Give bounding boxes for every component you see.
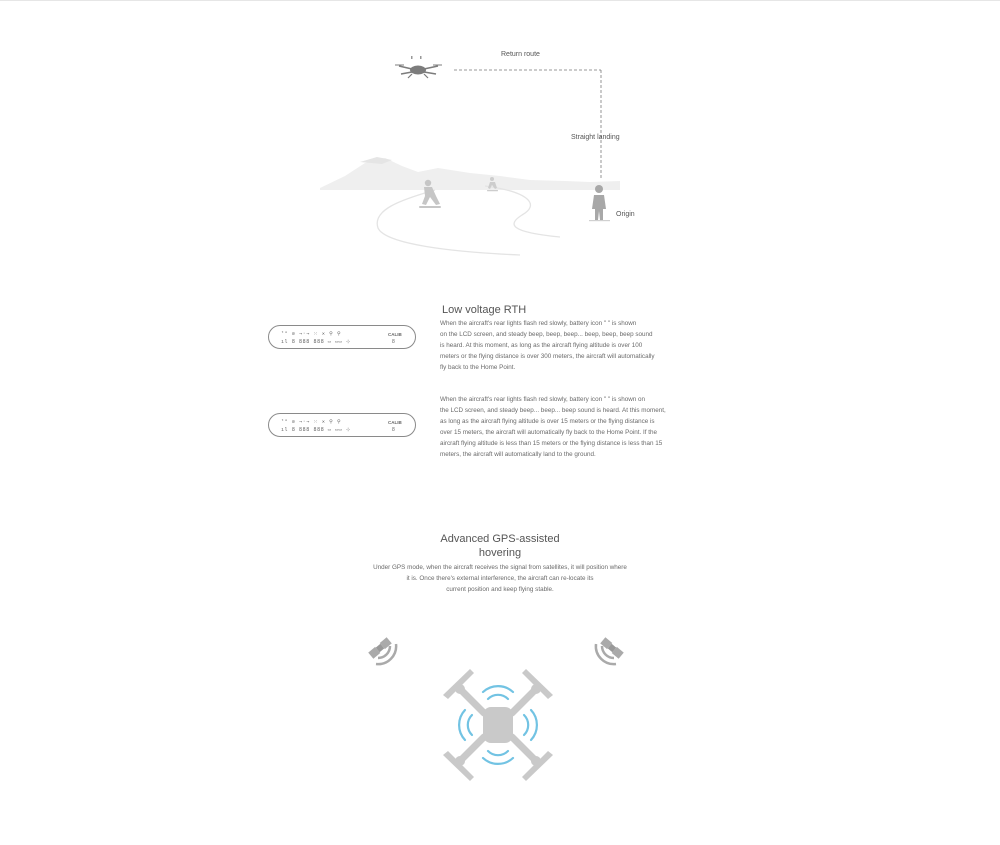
para1-line: fly back to the Home Point. [440, 364, 516, 371]
lcd-icons-top: ᵗᴬ ⊘ →·→ ⁙ ✕ ⚲ ⚲ [281, 419, 342, 425]
para2-line: aircraft flying altitude is less than 15 meters or the flying distance is less than 15 [440, 440, 663, 447]
para2-line: as long as the aircraft flying altitude is over 15 meters or the flying distance is [440, 418, 655, 425]
para1-line: meters or the flying distance is over 300 meters, the aircraft will automatically [440, 353, 655, 360]
satellite-icon-left [368, 637, 396, 664]
para1-line: on the LCD screen, and steady beep, beep, beep... beep, beep, beep sound [440, 331, 653, 338]
gps-title-line-1: Advanced GPS-assisted [440, 533, 560, 545]
lcd-icons-top: ᵗᴬ ⊘ →·→ ⁙ ✕ ⚲ ⚲ [281, 331, 342, 337]
road-right-edge [485, 186, 560, 237]
para1-line: is heard. At this moment, as long as the aircraft flying altitude is over 100 [440, 342, 643, 349]
gps-desc-line: Under GPS mode, when the aircraft receives the signal from satellites, it will position where [373, 564, 627, 571]
origin-label: Origin [616, 211, 635, 218]
route-diagram [0, 0, 1000, 270]
gps-desc-line: current position and keep flying stable. [446, 586, 554, 593]
para2-line: over 15 meters, the aircraft will automatically fly back to the Home Point. If the [440, 429, 657, 436]
lcd-icons-bottom: ıl 8 888 888 ▭ ▭▭ ⊹ [281, 339, 351, 345]
straight-landing-label: Straight landing [571, 134, 620, 141]
low-voltage-paragraph-1 [440, 318, 655, 373]
road-left-edge [377, 190, 520, 255]
person-figure [589, 185, 610, 221]
quadcopter-icon [443, 669, 553, 781]
lcd-screen-1 [268, 325, 416, 349]
para2-line: When the aircraft's rear lights flash red slowly, battery icon " " is shown on [440, 396, 646, 403]
route-illustration [0, 0, 1000, 270]
lcd-icons-bottom: ıl 8 888 888 ▭ ▭▭ ⊹ [281, 427, 351, 433]
lcd-calib-value: 8 [392, 427, 395, 433]
para1-line: When the aircraft's rear lights flash red slowly, battery icon " " is shown [440, 320, 637, 327]
low-voltage-title: Low voltage RTH [442, 304, 527, 316]
low-voltage-paragraph-2 [440, 394, 666, 460]
para2-line: meters, the aircraft will automatically land to the ground. [440, 451, 596, 458]
lcd-calib-label: CALIB [388, 332, 402, 337]
return-route-label: Return route [501, 51, 540, 58]
gps-description [320, 562, 680, 595]
satellite-icon-right [596, 637, 624, 664]
para2-line: the LCD screen, and steady beep... beep... beep sound is heard. At this moment, [440, 407, 666, 414]
gps-title-line-2: hovering [478, 547, 522, 559]
lcd-screen-2 [268, 413, 416, 437]
gps-illustration [0, 620, 1000, 790]
gps-desc-line: it is. Once there's external interference, the aircraft can re-locate its [406, 575, 594, 582]
lcd-calib-label: CALIB [388, 420, 402, 425]
mountains [320, 158, 620, 190]
gps-title [340, 532, 660, 560]
drone-icon [395, 56, 442, 78]
lcd-calib-value: 8 [392, 339, 395, 345]
